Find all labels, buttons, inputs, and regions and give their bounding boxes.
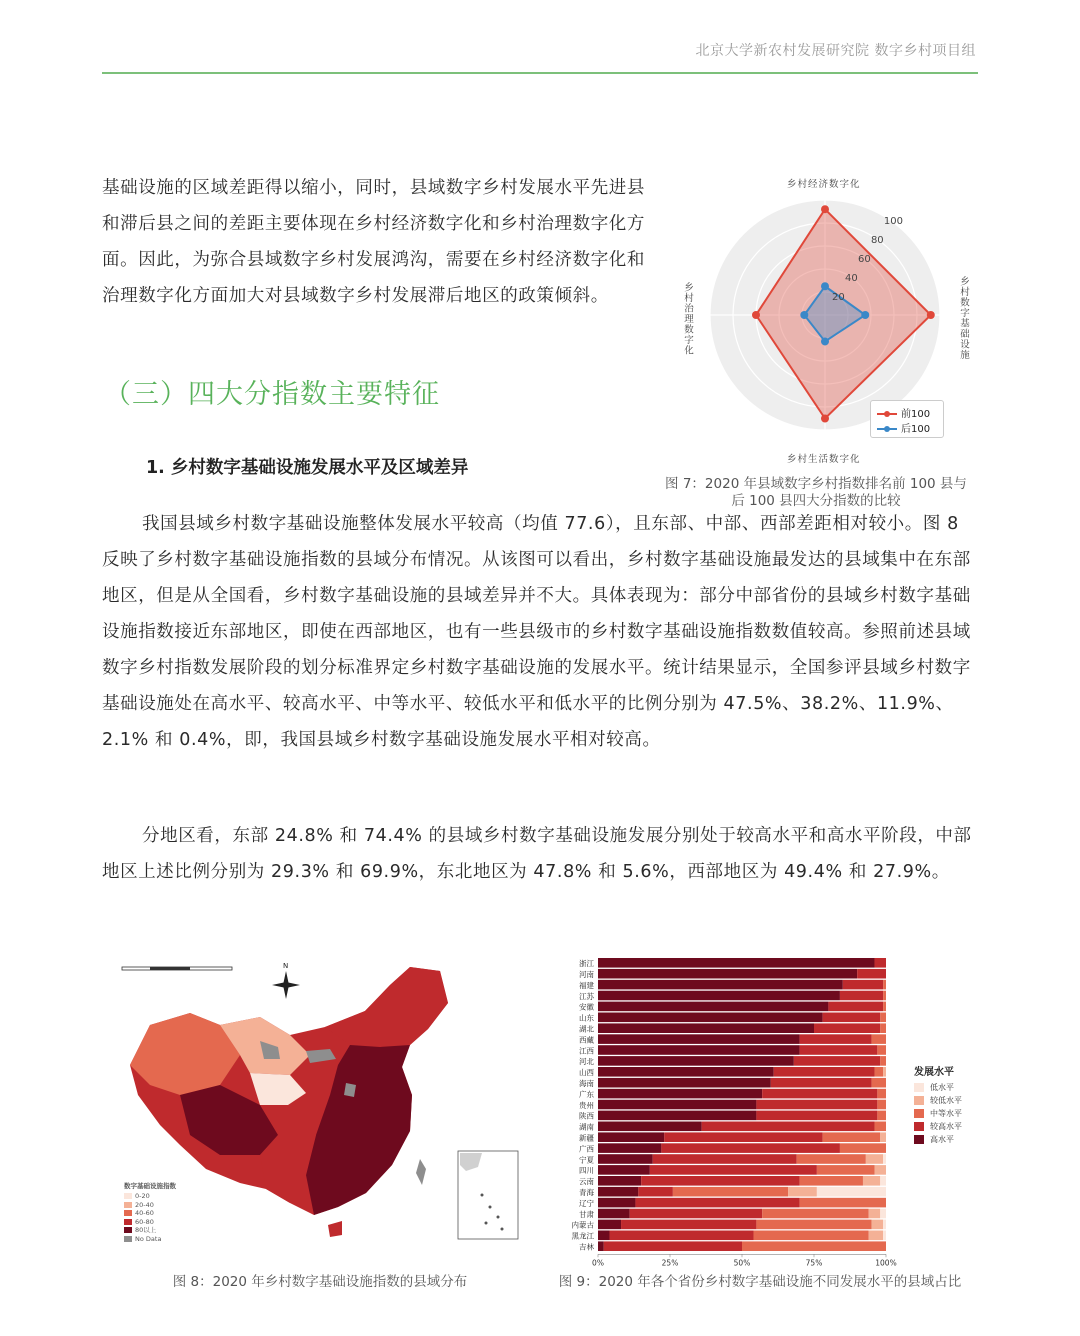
header-divider (102, 72, 978, 74)
x-tick-label: 0% (592, 1258, 604, 1268)
bar-segment (880, 1023, 886, 1033)
paragraph-1: 我国县域乡村数字基础设施整体发展水平较高（均值 77.6），且东部、中部、西部差距相对较小。图 8 反映了乡村数字基础设施指数的县域分布情况。从该图可以看出，乡村数字基础设施最发达的县域集中在东部地区，但是从全国看，乡村数字基础设施的县域差异并不大。具体表现为：部分中部省份的县域乡村数字基础设施指数接近东部地区，即使在西部地区，也有一些县级市的乡村数字基础设施指数数值较高。参照前述县域数字乡村指数发展阶段的划分标准界定乡村数字基础设施的发展水平。统计结果显示，全国参评县域乡村数字基础设施处在高水平、较高水平、中等水平、较低水平和低水平的比例分别为 47.5%、38.2%、11.9%、2.1% 和 0.4%，即，我国县域乡村数字基础设施发展水平相对较高。 (102, 514, 971, 750)
bar-segment (883, 1002, 886, 1012)
legend-swatch-icon (124, 1219, 132, 1225)
radar-point (821, 337, 829, 345)
bar-segment (817, 1187, 886, 1197)
intro-paragraph: 基础设施的区域差距得以缩小，同时，县域数字乡村发展水平先进县和滞后县之间的差距主要体现在乡村经济数字化和乡村治理数字化方面。因此，为弥合县域数字乡村发展鸿沟，需要在乡村经济数字化和治理数字化方面加大对县域数字乡村发展滞后地区的政策倾斜。 (102, 178, 645, 306)
section-title: （三）四大分指数主要特征 (104, 379, 440, 410)
bar-segment (771, 1078, 872, 1088)
radar-axis-top-label: 乡村经济数字化 (787, 179, 861, 190)
bar-segment (702, 1122, 875, 1132)
radar-tick-label: 100 (883, 216, 904, 228)
bar-segment (872, 1034, 886, 1044)
legend-swatch-icon (124, 1202, 132, 1208)
bar-segment (598, 1111, 756, 1121)
bar-segment (883, 1220, 886, 1230)
bar-segment (621, 1220, 756, 1230)
category-label: 甘肃 (579, 1209, 594, 1219)
radar-legend-item (877, 405, 930, 420)
category-label: 辽宁 (579, 1198, 594, 1208)
bar-segment (756, 1111, 877, 1121)
bar-segment (598, 1231, 610, 1241)
svg-text:N: N (283, 962, 289, 970)
bar-segment (823, 1013, 881, 1023)
category-label: 吉林 (579, 1242, 594, 1252)
x-tick-label: 75% (805, 1258, 823, 1268)
category-label: 浙江 (579, 959, 594, 969)
category-label: 福建 (579, 980, 594, 990)
bar-segment (598, 1198, 635, 1208)
bar-segment (762, 1209, 869, 1219)
bar-segment (610, 1231, 754, 1241)
fig9-caption: 图 9：2020 年各个省份乡村数字基础设施不同发展水平的县域占比 (558, 1274, 962, 1290)
category-label: 江西 (579, 1046, 594, 1056)
bar-segment (883, 1154, 886, 1164)
bar-segment (598, 1034, 800, 1044)
bar-segment (877, 1100, 886, 1110)
south-sea-inset-icon (458, 1151, 518, 1239)
radar-point (821, 415, 829, 423)
bar-segment (598, 1056, 794, 1066)
bar-segment (598, 1100, 756, 1110)
bar-segment (756, 1220, 871, 1230)
bar-segment (604, 1241, 742, 1251)
bar-segment (872, 1078, 886, 1088)
bar-segment (880, 1056, 886, 1066)
bar-segment (877, 1045, 886, 1055)
radar-point (861, 311, 869, 319)
fig8-caption: 图 8：2020 年乡村数字基础设施指数的县域分布 (172, 1274, 468, 1290)
sub-title: 1. 乡村数字基础设施发展水平及区域差异 (146, 458, 469, 478)
map-legend-label: 40-60 (135, 1209, 154, 1217)
bar-segment (598, 1220, 621, 1230)
category-label: 新疆 (579, 1133, 594, 1143)
radar-point (821, 205, 829, 213)
bar-segment (598, 1013, 823, 1023)
radar-point (821, 282, 829, 290)
category-label: 青海 (579, 1188, 594, 1197)
bar-segment (869, 1209, 881, 1219)
bar-segment (598, 1187, 638, 1197)
category-label: 山东 (579, 1013, 594, 1023)
bar-segment (874, 958, 886, 968)
bar-segment (638, 1187, 673, 1197)
bar-segment (598, 991, 840, 1001)
map-legend-label: 0-20 (135, 1192, 150, 1200)
x-tick-label: 25% (661, 1258, 679, 1268)
fig9-legend-title: 发展水平 (914, 1067, 954, 1078)
radar-point (800, 311, 808, 319)
legend-swatch-icon (124, 1193, 132, 1199)
bar-segment (598, 1143, 661, 1153)
category-label: 宁夏 (579, 1155, 594, 1165)
bar-segment (874, 1122, 886, 1132)
bar-segment (880, 1209, 886, 1219)
bar-segment (883, 1231, 886, 1241)
legend-swatch-icon (124, 1227, 132, 1233)
bar-segment (598, 1089, 762, 1099)
radar-legend-label: 后100 (901, 424, 931, 435)
category-label: 黑龙江 (571, 1231, 594, 1241)
category-label: 河北 (579, 1057, 594, 1067)
bar-segment (828, 1002, 883, 1012)
bar-segment (883, 991, 886, 1001)
category-label: 河南 (579, 970, 594, 979)
fig9-legend-label: 高水平 (930, 1135, 954, 1144)
category-label: 贵州 (579, 1100, 594, 1110)
radar-point (927, 311, 935, 319)
bar-segment (641, 1176, 799, 1186)
north-arrow-icon (272, 962, 300, 999)
radar-legend-item (877, 420, 930, 435)
bar-segment (800, 1198, 886, 1208)
category-label: 内蒙古 (571, 1220, 594, 1230)
bar-segment (598, 1078, 771, 1088)
bar-segment (869, 1231, 883, 1241)
bar-segment (754, 1231, 869, 1241)
bar-segment (635, 1198, 799, 1208)
radar-axis-right-label: 乡村数字基础设施 (958, 276, 969, 360)
fig9-legend-label: 较高水平 (930, 1122, 962, 1131)
bar-segment (598, 1002, 828, 1012)
bar-segment (840, 1143, 886, 1153)
category-label: 江苏 (579, 991, 594, 1001)
fig9-legend-item (914, 1121, 962, 1132)
bar-segment (880, 1132, 886, 1142)
map-legend-item (124, 1218, 154, 1226)
bar-segment (598, 969, 857, 979)
bar-segment (866, 1154, 883, 1164)
bar-segment (880, 1013, 886, 1023)
map-legend-item (124, 1201, 154, 1209)
map-legend-label: No Data (135, 1234, 162, 1243)
category-label: 广西 (579, 1144, 594, 1154)
bar-segment (756, 1100, 877, 1110)
x-tick-label: 100% (875, 1258, 897, 1268)
legend-swatch-icon (914, 1122, 924, 1131)
legend-swatch-icon (914, 1096, 924, 1105)
bar-segment (598, 1209, 630, 1219)
legend-swatch-icon (914, 1083, 924, 1092)
fig9-legend-item (914, 1095, 962, 1106)
map-legend-label: 80以上 (135, 1226, 157, 1234)
bar-segment (598, 1241, 604, 1251)
bar-segment (598, 980, 843, 990)
bar-segment (762, 1089, 877, 1099)
category-label: 西藏 (579, 1035, 594, 1045)
china-map (110, 955, 550, 1255)
radar-tick-label: 40 (844, 273, 858, 285)
legend-swatch-icon (124, 1210, 132, 1216)
radar-tick-label: 60 (857, 254, 871, 266)
bar-segment (840, 991, 883, 1001)
bar-segment (823, 1132, 881, 1142)
fig9-legend-item (914, 1108, 962, 1119)
category-label: 陕西 (579, 1111, 594, 1121)
map-legend-label: 20-40 (135, 1200, 154, 1209)
bar-segment (843, 980, 883, 990)
bar-segment (874, 1067, 883, 1077)
bar-segment (883, 980, 886, 990)
legend-swatch-icon (914, 1135, 924, 1144)
radar-legend (870, 400, 944, 438)
bar-segment (598, 1023, 814, 1033)
bar-segment (661, 1143, 840, 1153)
fig9-legend-label: 较低水平 (930, 1096, 962, 1105)
legend-swatch-icon (914, 1109, 924, 1118)
bar-segment (598, 1122, 702, 1132)
category-label: 云南 (579, 1177, 594, 1187)
bar-segment (788, 1187, 817, 1197)
bar-segment (877, 1089, 886, 1099)
x-tick-label: 50% (733, 1258, 751, 1268)
bar-segment (880, 1176, 886, 1186)
fig9-legend-label: 中等水平 (930, 1109, 962, 1118)
fig9-legend-label: 低水平 (930, 1083, 954, 1092)
legend-swatch-icon (877, 413, 897, 415)
map-legend-title: 数字基础设施指数 (124, 1182, 176, 1190)
map-legend-item (124, 1192, 150, 1200)
bar-segment (598, 1176, 641, 1186)
bar-segment (598, 1154, 653, 1164)
fig9-legend-item (914, 1134, 954, 1145)
bar-segment (872, 1220, 884, 1230)
bar-segment (598, 1132, 664, 1142)
map-legend-item (124, 1235, 161, 1243)
bar-segment (883, 1067, 886, 1077)
radar-axis-bottom-label: 乡村生活数字化 (787, 454, 861, 465)
radar-point (752, 311, 760, 319)
fig7-caption: 图 7：2020 年县域数字乡村指数排名前 100 县与后 100 县四大分指数的比较 (665, 476, 967, 509)
map-legend-item (124, 1209, 154, 1217)
category-label: 湖南 (579, 1122, 594, 1132)
bar-segment (794, 1056, 880, 1066)
bar-segment (598, 958, 874, 968)
bar-segment (877, 1111, 886, 1121)
paragraph-2: 分地区看，东部 24.8% 和 74.4% 的县域乡村数字基础设施发展分别处于较高水平和高水平阶段，中部地区上述比例分别为 29.3% 和 69.9%，东北地区为 47.8% 和 5.6%，西部地区为 49.4% 和 27.9%。 (102, 826, 972, 882)
legend-swatch-icon (124, 1236, 132, 1242)
bar-segment (598, 1165, 650, 1175)
category-label: 湖北 (579, 1024, 594, 1034)
bar-segment (673, 1187, 788, 1197)
bar-segment (857, 969, 886, 979)
header-org: 北京大学新农村发展研究院 数字乡村项目组 (695, 43, 976, 59)
map-territory-icon (130, 967, 448, 1237)
map-legend-item (124, 1226, 156, 1234)
category-label: 海南 (579, 1079, 594, 1088)
map-legend-label: 60-80 (135, 1217, 154, 1226)
bar-segment (598, 1045, 800, 1055)
bar-segment (630, 1209, 762, 1219)
radar-tick-label: 20 (831, 292, 845, 304)
bar-segment (774, 1067, 875, 1077)
legend-swatch-icon (877, 428, 897, 430)
radar-tick-label: 80 (870, 235, 884, 247)
category-label: 安徽 (579, 1002, 594, 1012)
radar-legend-label: 前100 (901, 409, 931, 420)
bar-segment (598, 1067, 774, 1077)
category-label: 四川 (579, 1166, 594, 1176)
stacked-bar-chart (556, 950, 906, 1270)
bar-segment (800, 1034, 872, 1044)
bar-segment (800, 1176, 863, 1186)
bar-segment (650, 1165, 817, 1175)
category-label: 广东 (579, 1089, 594, 1099)
bar-segment (797, 1154, 866, 1164)
bar-segment (664, 1132, 822, 1142)
bar-segment (742, 1241, 886, 1251)
bar-segment (874, 1165, 886, 1175)
bar-segment (814, 1023, 880, 1033)
fig9-legend-item (914, 1082, 954, 1093)
bar-segment (800, 1045, 878, 1055)
category-label: 山西 (579, 1068, 594, 1078)
bar-segment (863, 1176, 880, 1186)
bar-segment (817, 1165, 875, 1175)
radar-axis-left-label: 乡村治理数字化 (682, 282, 693, 356)
bar-segment (653, 1154, 797, 1164)
scale-bar-icon (122, 967, 232, 970)
